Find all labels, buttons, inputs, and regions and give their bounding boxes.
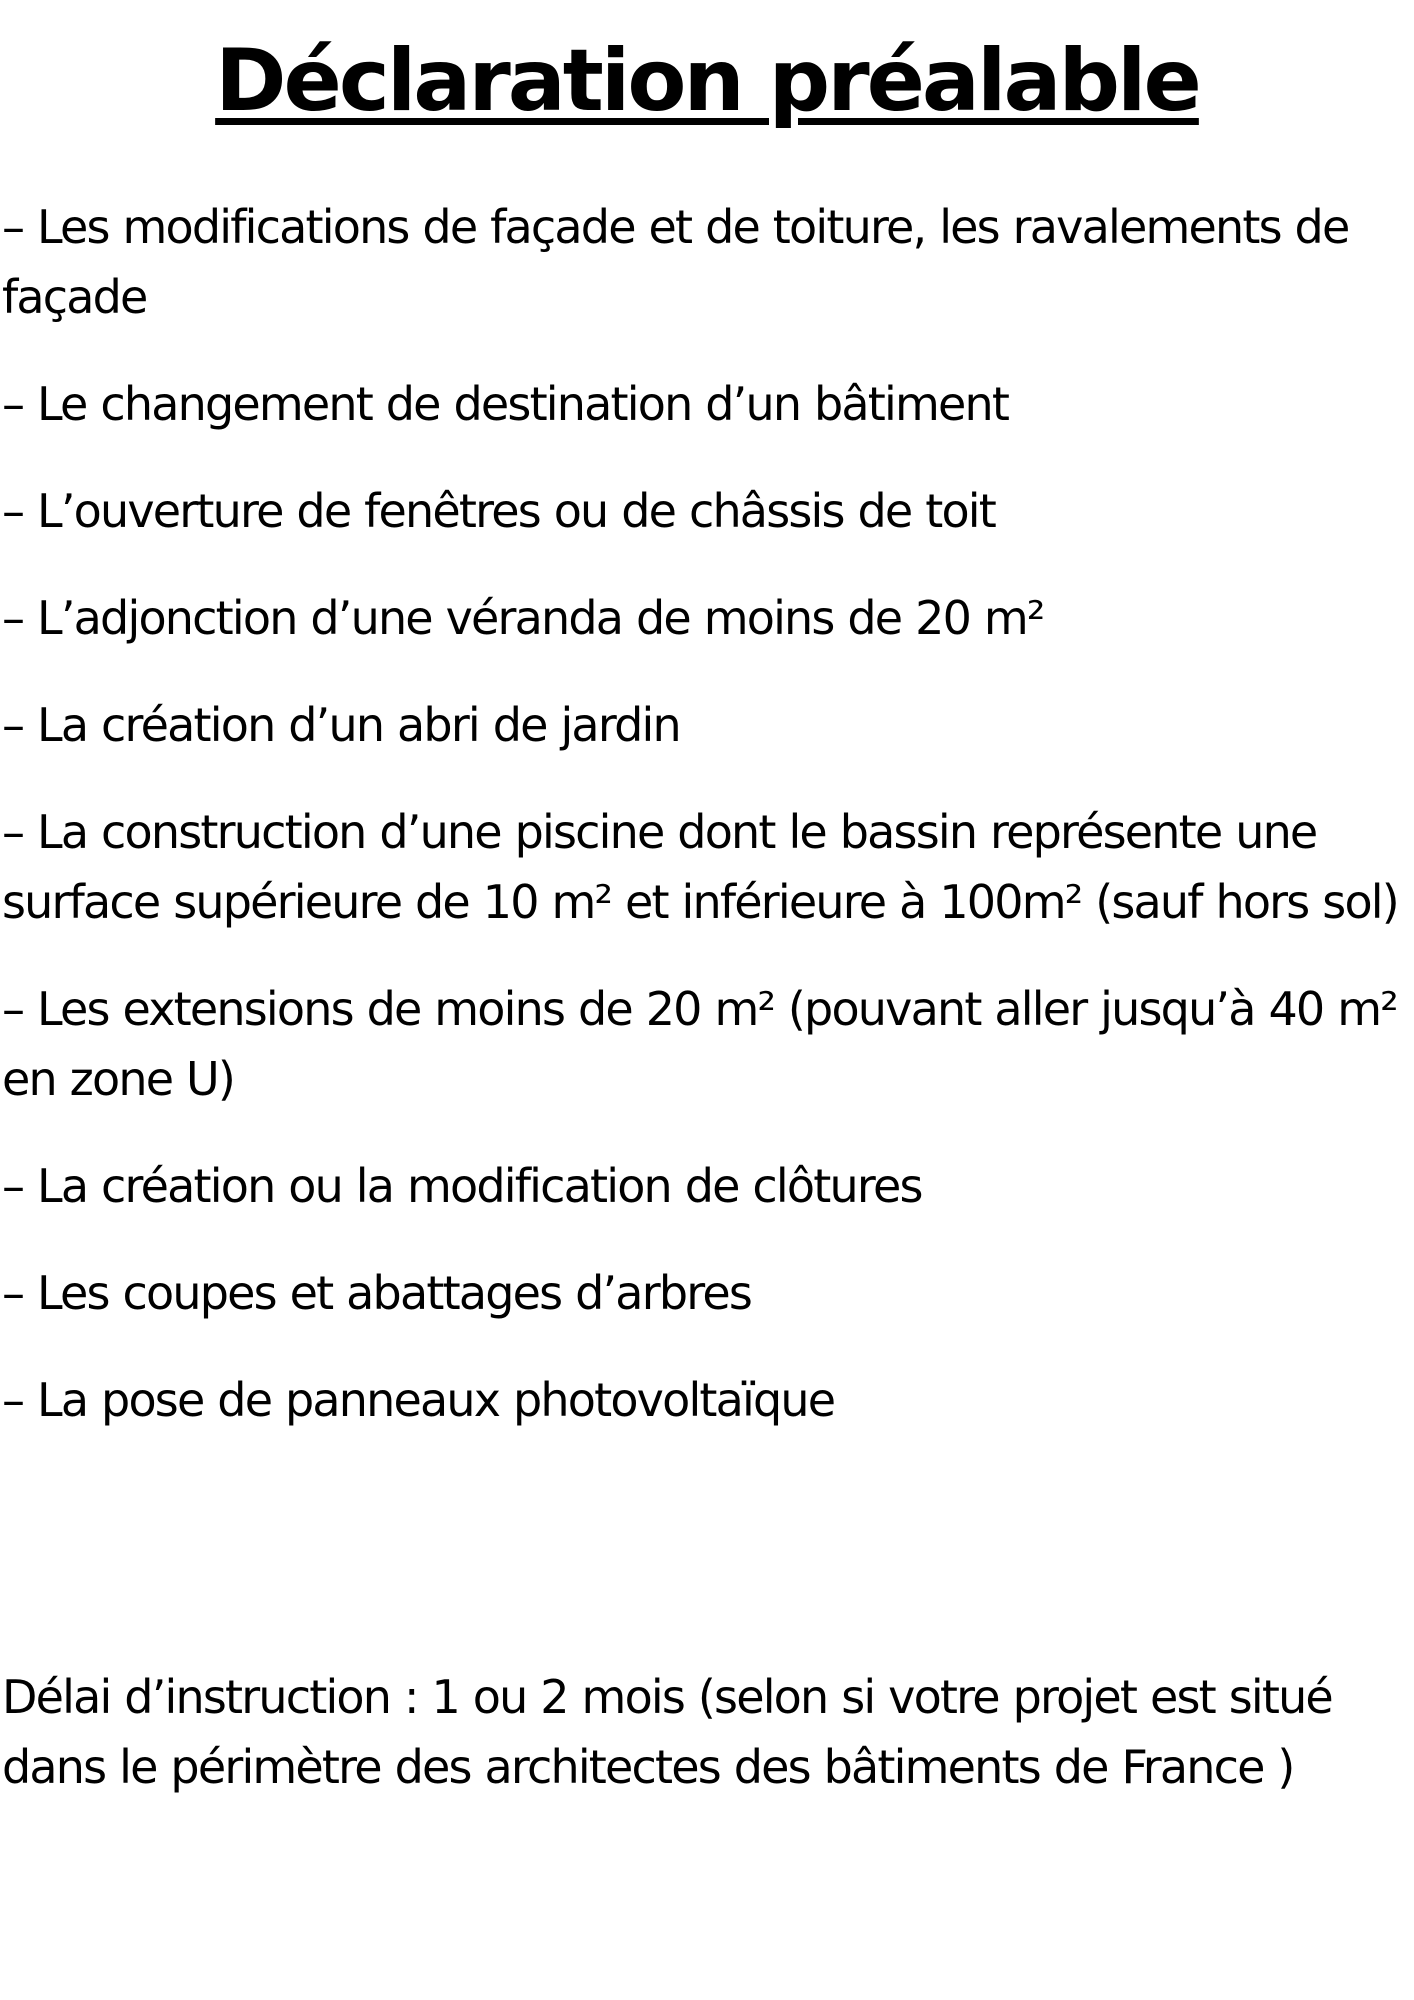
page-title: Déclaration préalable — [215, 31, 1199, 131]
list-item-fences: – La création ou la modification de clôtures — [2, 1159, 922, 1213]
list-item-windows: – L’ouverture de fenêtres ou de châssis de toit — [2, 484, 996, 538]
list-item-garden-shed: – La création d’un abri de jardin — [2, 698, 680, 752]
list-item-facade: – Les modifications de façade et de toiture, les ravalements de façade — [2, 200, 1349, 324]
item-list — [2, 192, 1406, 1472]
list-item-pool: – La construction d’une piscine dont le bassin représente une surface supérieure de 10 m² et inférieure à 100m² (sauf hors sol) — [2, 805, 1398, 929]
list-item-solar-panels: – La pose de panneaux photovoltaïque — [2, 1373, 835, 1427]
processing-time-note: Délai d’instruction : 1 ou 2 mois (selon si votre projet est situé dans le périmètre des architectes des bâtiments de France ) — [2, 1670, 1332, 1794]
list-item-tree-felling: – Les coupes et abattages d’arbres — [2, 1266, 751, 1320]
list-item-extensions: – Les extensions de moins de 20 m² (pouvant aller jusqu’à 40 m² en zone U) — [2, 982, 1397, 1106]
list-item-destination-change: – Le changement de destination d’un bâtiment — [2, 377, 1009, 431]
list-item-veranda: – L’adjonction d’une véranda de moins de 20 m² — [2, 591, 1044, 645]
